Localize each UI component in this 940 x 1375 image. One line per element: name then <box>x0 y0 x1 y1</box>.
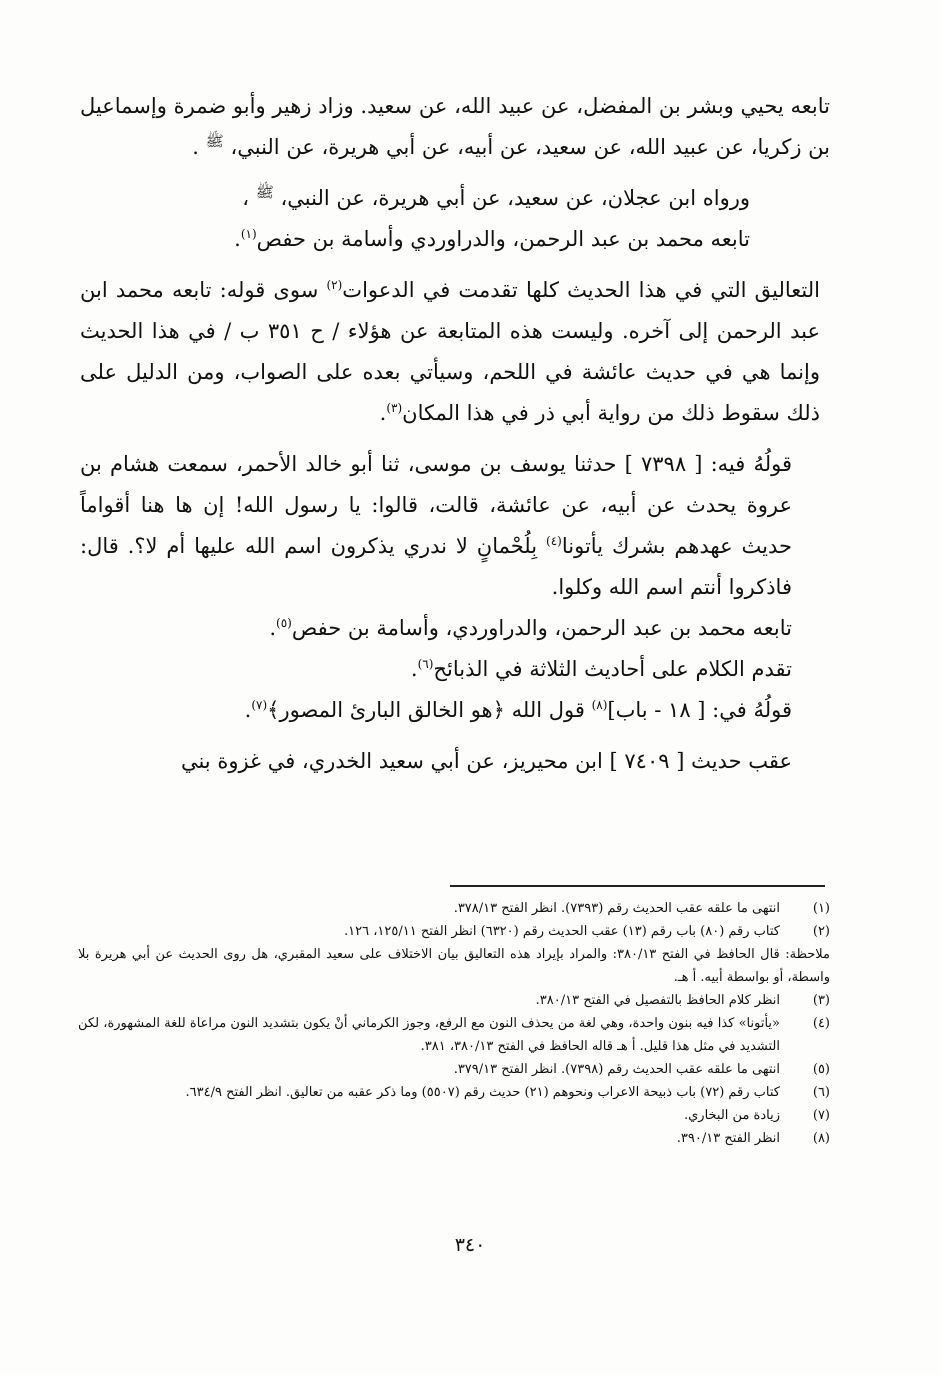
footnotes <box>78 897 830 1150</box>
footnote-8 <box>78 1127 830 1150</box>
paragraph-1-end: . <box>192 135 199 159</box>
salutation-icon: ﷺ <box>205 132 224 150</box>
footnote-text: زيادة من البخاري. <box>683 1108 780 1123</box>
salutation-icon: ﷺ <box>255 183 274 201</box>
footnote-7 <box>78 1104 830 1127</box>
footnote-text: انتهى ما علقه عقب الحديث رقم (٧٣٩٣). انظر الفتح ٣٧٨/١٣. <box>453 901 780 916</box>
paragraph-3-start: التعاليق التي في هذا الحديث كلها تقدمت في الدعوات <box>342 278 820 302</box>
paragraph-2a-end: ، <box>242 186 250 210</box>
footnote-text: انظر كلام الحافظ بالتفصيل في الفتح ٣٨٠/١٣. <box>535 993 780 1008</box>
paragraph-1 <box>80 86 830 168</box>
paragraph-7 <box>80 690 830 731</box>
footnote-number: (٢) <box>812 924 830 939</box>
paragraph-7-text: قول الله ﴿هو الخالق البارئ المصور﴾ <box>267 698 585 722</box>
paragraph-7-end: . <box>244 698 252 722</box>
footnote-number: (٤) <box>812 1016 830 1031</box>
paragraph-2a-text: ورواه ابن عجلان، عن سعيد، عن أبي هريرة، عن النبي، <box>280 186 750 210</box>
footnote-text: كتاب رقم (٧٢) باب ذبيحة الاعراب ونحوهم (٢١) حديث رقم (٥٥٠٧) وما ذكر عقبه من تعاليق. انظر الفتح ٦٣٤/٩. <box>185 1085 780 1100</box>
paragraph-8-text: عقب حديث [ ٧٤٠٩ ] ابن محيريز، عن أبي سعيد الخدري، في غزوة بني <box>180 749 792 773</box>
paragraph-3-text: سوى قوله: تابعه محمد ابن عبد الرحمن إلى آخره. وليست هذه المتابعة عن هؤلاء / ح ٣٥١ ب / في هذا الحديث وإنما هي في حديث عائشة في اللحم، وسيأتي بعده على الصواب، ومن الدليل على ذلك سقوط ذلك من رواية أبي ذر في هذا المكان <box>80 278 820 425</box>
footnote-2-note: ملاحظة: قال الحافظ في الفتح ٣٨٠/١٣: والمراد بإيراد هذه التعاليق بيان الاختلاف على سعيد المقبري، هل روى الحديث عن أبي هريرة بلا واسطة، أو بواسطة أبيه. أ هـ. <box>78 947 831 985</box>
page-number: ٣٤٠ <box>454 1234 486 1256</box>
footnote-ref-7: (٧) <box>251 698 268 712</box>
footnote-ref-3: (٣) <box>386 401 403 415</box>
paragraph-3 <box>80 270 830 434</box>
footnote-ref-6: (٦) <box>417 657 434 671</box>
paragraph-2a <box>80 178 830 219</box>
paragraph-5 <box>80 608 830 649</box>
footnote-ref-8: (٨) <box>591 698 608 712</box>
footnote-text: كتاب رقم (٨٠) باب رقم (١٣) عقب الحديث رقم (٦٣٢٠) انظر الفتح ١٢٥/١١، ١٢٦. <box>344 924 780 939</box>
paragraph-6 <box>80 649 830 690</box>
paragraph-5-end: . <box>269 616 277 640</box>
footnote-text: انظر الفتح ٣٩٠/١٣. <box>676 1131 780 1146</box>
paragraph-5-text: تابعه محمد بن عبد الرحمن، والدراوردي، وأسامة بن حفص <box>291 616 792 640</box>
footnote-ref-4: (٤) <box>546 534 562 548</box>
paragraph-6-text: تقدم الكلام على أحاديث الثلاثة في الذبائح <box>433 657 792 681</box>
footnote-6 <box>78 1081 830 1104</box>
paragraph-2b <box>80 219 830 260</box>
paragraph-1-text: تابعه يحيي وبشر بن المفضل، عن عبيد الله، عن سعيد. وزاد زهير وأبو ضمرة وإسماعيل بن زكريا، عن عبيد الله، عن سعيد، عن أبيه، عن أبي هريرة، عن النبي، <box>80 94 830 159</box>
footnote-4 <box>78 1012 830 1058</box>
footnote-number: (٧) <box>812 1108 830 1123</box>
paragraph-2b-end: . <box>234 227 241 251</box>
footnote-number: (٥) <box>812 1062 830 1077</box>
footnote-5 <box>78 1058 830 1081</box>
footnote-number: (٣) <box>812 993 830 1008</box>
paragraph-4-start: قولُهُ فيه: [ ٧٣٩٨ ] حدثنا يوسف بن موسى، ثنا أبو خالد الأحمر، سمعت هشام بن عروة يحدث عن أبيه، عن عائشة، قالت، قالوا: يا رسول الله! إن ها هنا أقواماً حديث عهدهم بشرك يأتونا <box>80 452 792 558</box>
footnote-number: (٦) <box>812 1085 830 1100</box>
paragraph-8 <box>80 741 830 782</box>
footnote-ref-1: (١) <box>240 227 257 241</box>
footnote-separator <box>450 885 825 887</box>
footnote-3 <box>78 989 830 1012</box>
footnote-1 <box>78 897 830 920</box>
footnote-number: (١) <box>812 901 830 916</box>
footnote-2 <box>78 920 830 943</box>
footnote-ref-5: (٥) <box>276 616 292 630</box>
paragraph-2b-text: تابعه محمد بن عبد الرحمن، والدراوردي وأسامة بن حفص <box>256 227 750 251</box>
footnote-ref-2: (٢) <box>326 278 343 292</box>
footnote-text: انتهى ما علقه عقب الحديث رقم (٧٣٩٨). انظر الفتح ٣٧٩/١٣. <box>453 1062 780 1077</box>
paragraph-4 <box>80 444 830 608</box>
paragraph-6-end: . <box>410 657 418 681</box>
main-text <box>80 86 830 782</box>
footnote-text: «يأتونا» كذا فيه بنون واحدة، وهي لغة من يحذف النون مع الرفع، وجوز الكرماني أنْ يكون بتشديد النون مراعاة للغة المشهورة، لكن التشديد في مثل هذا قليل. أ هـ قاله الحافظ في الفتح ٣٨٠/١٣، ٣٨١. <box>78 1016 780 1054</box>
footnote-number: (٨) <box>812 1131 830 1146</box>
paragraph-4-end: بِلُحْمانٍ لا ندري يذكرون اسم الله عليها أم لا؟. قال: فاذكروا أنتم اسم الله وكلوا. <box>80 534 792 599</box>
paragraph-3-end: . <box>379 401 387 425</box>
paragraph-7-start: قولُهُ في: [ ١٨ - باب] <box>607 698 792 722</box>
